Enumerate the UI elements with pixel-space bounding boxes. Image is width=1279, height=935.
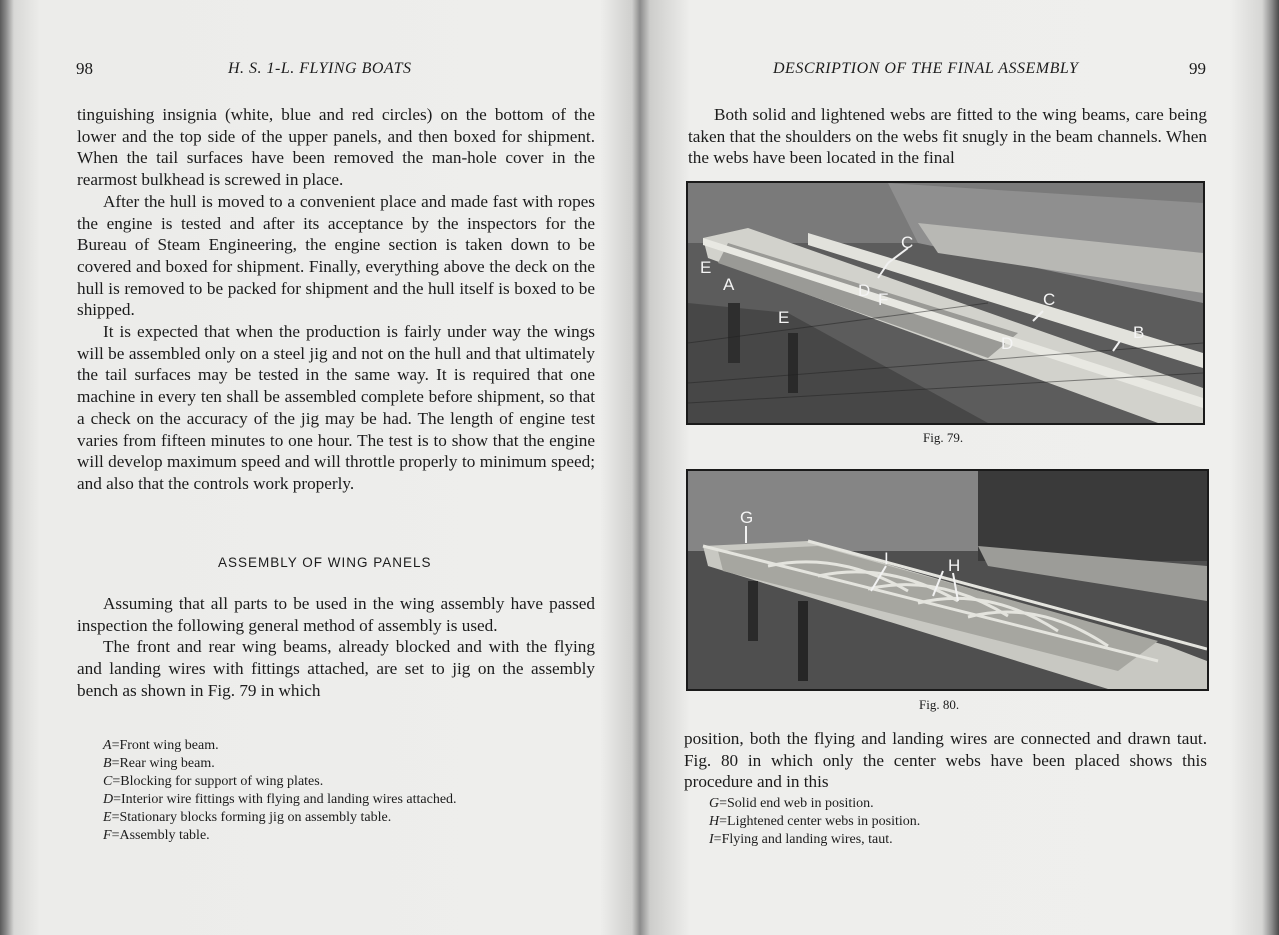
fig79-label: D — [1001, 334, 1014, 353]
fig80-label: G — [740, 508, 754, 527]
fig79-label: D — [858, 281, 871, 300]
fig79-label: E — [700, 258, 712, 277]
legend-item: C=Blocking for support of wing plates. — [103, 774, 324, 789]
left-page — [0, 0, 638, 935]
fig80-photo — [686, 469, 1209, 691]
section-heading: ASSEMBLY OF WING PANELS — [218, 555, 432, 570]
paragraph: Assuming that all parts to be used in the wing assembly have passed inspection the following general method of assembly is used. — [77, 594, 595, 635]
paragraph: tinguishing insignia (white, blue and red circles) on the bottom of the lower and the top side of the upper panels, and then boxed for shipment. When the tail surfaces have been removed the man-hole cover in the rearmost bulkhead is screwed in place. — [77, 105, 595, 190]
fig79-label: C — [901, 233, 914, 252]
fig79-legend — [103, 737, 583, 845]
fig80-label: I — [884, 549, 889, 568]
paragraph: position, both the flying and landing wires are connected and drawn taut. Fig. 80 in which only the center webs have been placed shows this procedure and in this — [684, 729, 1207, 792]
left-body-text — [77, 104, 595, 495]
fig80-legend — [709, 795, 1189, 849]
paragraph: After the hull is moved to a convenient place and made fast with ropes the engine is tested and after its acceptance by the inspectors for the Bureau of Steam Engineering, the engine section is taken down to be covered and boxed for shipment. Finally, everything above the deck on the hull is removed to be packed for shipment and the hull itself is boxed to be shipped. — [77, 191, 595, 320]
legend-item: I=Flying and landing wires, taut. — [709, 832, 893, 847]
fig80-image — [688, 471, 1207, 689]
legend-item: H=Lightened center webs in position. — [709, 814, 921, 829]
page-number: 98 — [76, 59, 93, 78]
right-body-text-bottom — [684, 728, 1207, 793]
fig80-label: H — [948, 556, 961, 575]
legend-item: F=Assembly table. — [103, 828, 210, 843]
paragraph: Both solid and lightened webs are fitted to the wing beams, care being taken that the shoulders on the webs fit snugly in the beam channels. When the webs have been located in the final — [688, 105, 1207, 168]
paragraph: The front and rear wing beams, already blocked and with the flying and landing wires with fittings attached, are set to jig on the assembly bench as shown in Fig. 79 in which — [77, 637, 595, 700]
legend-item: D=Interior wire fittings with flying and landing wires attached. — [103, 792, 457, 807]
legend-item: B=Rear wing beam. — [103, 756, 215, 771]
fig80-caption: Fig. 80. — [919, 697, 960, 712]
paragraph: It is expected that when the production is fairly under way the wings will be assembled only on a steel jig and not on the hull and that ultimately the tail surfaces may be tested in the same way. It is required that one machine in every ten shall be assembled complete before shipment, so that a check on the accuracy of the jig may be had. The length of engine test varies from fifteen minutes to one hour. The test is to show that the engine will develop maximum speed and will throttle properly to minimum speed; and also that the controls work properly. — [77, 322, 595, 493]
fig79-caption: Fig. 79. — [923, 430, 964, 445]
right-page — [641, 0, 1279, 935]
page-number: 99 — [1189, 59, 1206, 78]
left-body-text-2 — [77, 593, 595, 702]
fig79-label: A — [723, 275, 735, 294]
fig79-image — [688, 183, 1203, 423]
right-body-text-top — [688, 104, 1207, 169]
fig79-photo — [686, 181, 1205, 425]
fig79-label: E — [778, 308, 790, 327]
running-head: H. S. 1-L. FLYING BOATS — [228, 60, 412, 77]
legend-item: G=Solid end web in position. — [709, 796, 874, 811]
fig79-label: B — [1133, 323, 1145, 342]
fig79-label: C — [1043, 290, 1056, 309]
legend-item: E=Stationary blocks forming jig on assembly table. — [103, 810, 392, 825]
running-head: DESCRIPTION OF THE FINAL ASSEMBLY — [773, 60, 1079, 77]
fig79-label: F — [878, 290, 889, 309]
legend-item: A=Front wing beam. — [103, 738, 219, 753]
